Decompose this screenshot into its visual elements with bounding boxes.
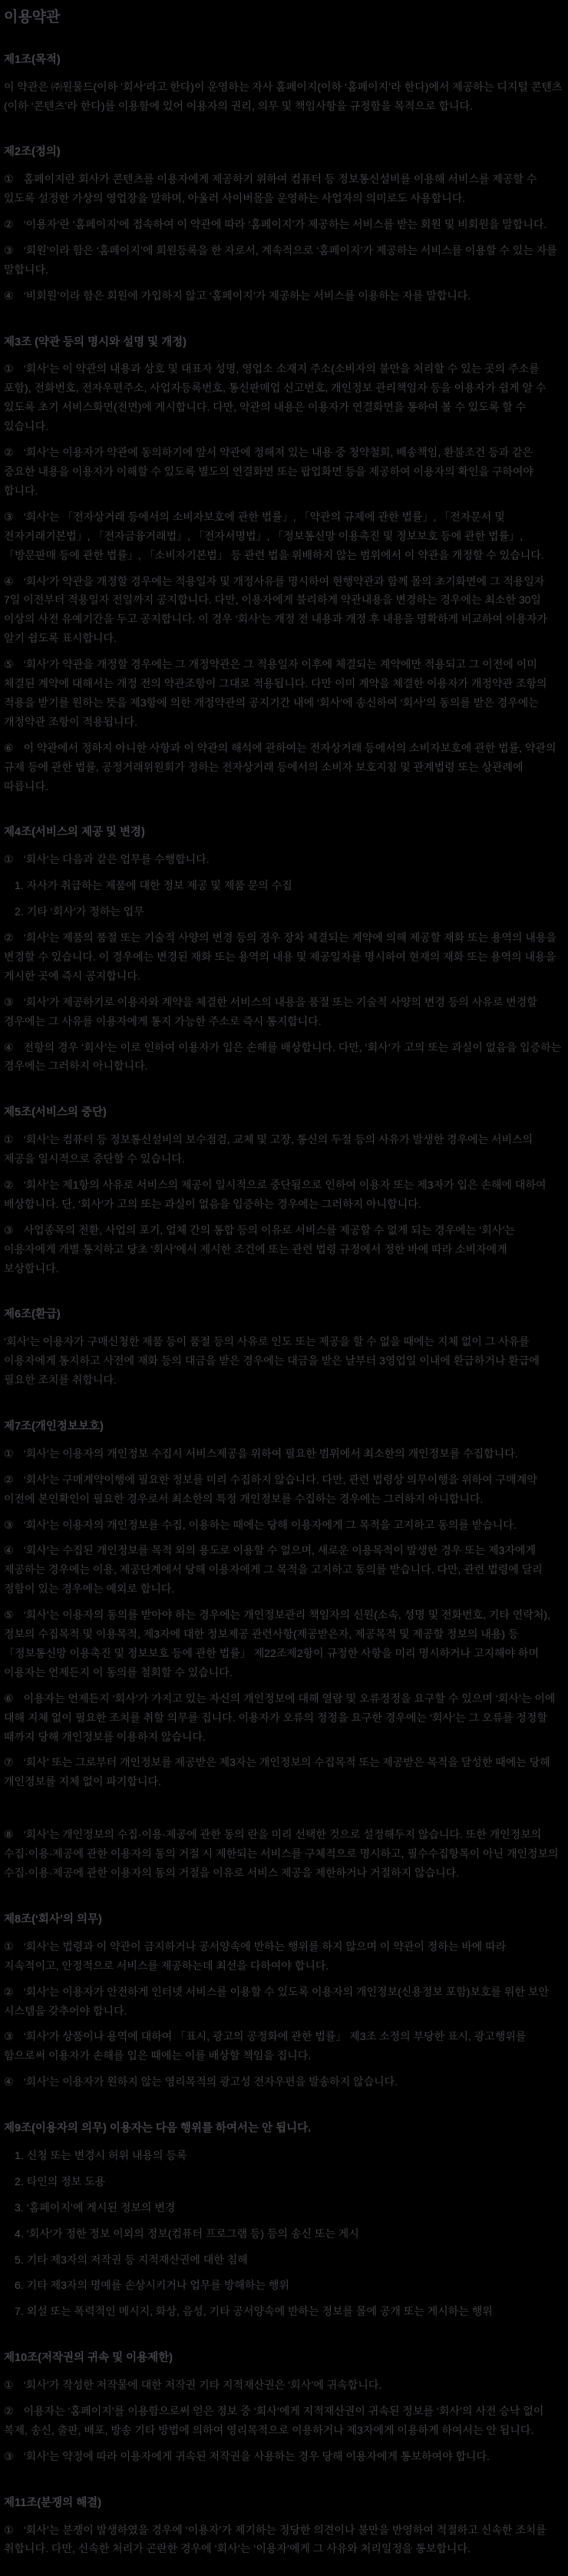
item-text: 기타 제3자의 명예를 손상시키거나 업무를 방해하는 행위: [26, 2279, 289, 2292]
section-heading: [4, 2349, 563, 2369]
item-marker: ③: [4, 2449, 14, 2462]
terms-section: [4, 51, 563, 116]
section-heading: [4, 51, 563, 71]
item-text: 이용자는 언제든지 ‘회사’가 가지고 있는 자신의 개인정보에 대해 열람 및 오류정정을 요구할 수 있으며 ‘회사’는 이에 대해 지체 없이 필요한 조치를 취할 의무를 집니다. 이용자가 오류의 정정을 요구한 경우에는 ‘회사’는 그 오류를 정정할 때까지 당해 개인정보를 이용하지 않습니다.: [4, 1691, 556, 1743]
clause-item: [4, 2521, 563, 2559]
clause-item: [4, 2027, 563, 2065]
list-subitem: [15, 2276, 563, 2295]
section-heading: [4, 143, 563, 163]
item-text: ‘회사’는 이 약관의 내용과 상호 및 대표자 성명, 영업소 소재지 주소(소비자의 불만을 처리할 수 있는 곳의 주소를 포함), 전화번호, 전자우편주소, 사업자등록번호, 통신판매업 신고번호, 개인정보 관리책임자 등을 이용자가 쉽게 알 수 있도록 초기 서비스화면(전면)에 게시합니다. 다만, 약관의 내용은 이용자가 연결화면을 통하여 볼 수 있도록 할 수 있습니다.: [4, 362, 547, 433]
item-marker: ①: [4, 2523, 14, 2536]
clause-item: [4, 1470, 563, 1509]
item-text: ‘회사’는 컴퓨터 등 정보통신설비의 보수점검, 교체 및 고장, 통신의 두절 등의 사유가 발생한 경우에는 서비스의 제공을 일시적으로 중단할 수 있습니다.: [4, 1133, 533, 1166]
section-heading-text: 제8조(‘회사’의 의무): [4, 1913, 102, 1926]
item-marker: ①: [4, 2379, 14, 2392]
clause-item: [4, 2072, 563, 2092]
section-heading-text: 제2조(정의): [4, 146, 61, 159]
item-text: 이 약관에서 정하지 아니한 사항과 이 약관의 해석에 관하여는 전자상거래 등에서의 소비자보호에 관한 법률, 약관의 규제 등에 관한 법률, 공정거래위원회가 정하는 전자상거래 등에서의 소비자 보호지침 및 관계법령 또는 상관례에 따릅니다.: [4, 741, 556, 792]
item-text: 신청 또는 변경시 허위 내용의 등록: [26, 2148, 187, 2161]
item-marker: ⑥: [4, 1691, 14, 1705]
clause-item: [4, 1516, 563, 1535]
item-text: ‘회사’는 이용자의 개인정보를 수집, 이용하는 때에는 당해 이용자에게 그 목적을 고지하고 동의를 받습니다.: [23, 1518, 517, 1531]
clause-item: [4, 572, 563, 649]
item-text: ‘회사’는 개인정보의 수집·이용·제공에 관한 동의 란을 미리 선택한 것으로 설정해두지 않습니다. 또한 개인정보의 수집·이용·제공에 관한 이용자의 동의 거절 시 제한되는 서비스를 구체적으로 명시하고, 필수수집항목이 아닌 개인정보의 수집·이용·제공에 관한 이용자의 동의 거절을 이유로 서비스 제공을 제한하거나 거절하지 않습니다.: [4, 1828, 559, 1880]
section-heading: [4, 2494, 563, 2514]
item-marker: ⑥: [4, 741, 14, 754]
item-text: ‘회사’는 이용자의 개인정보 수집시 서비스제공을 위하여 필요한 범위에서 최소한의 개인정보를 수집합니다.: [23, 1447, 518, 1460]
terms-section: [4, 2349, 563, 2465]
clause-item: [4, 850, 563, 869]
clause-item: [4, 215, 563, 234]
clause-item: [4, 170, 563, 208]
clause-item: [4, 443, 563, 501]
item-text: 타인의 정보 도용: [26, 2174, 106, 2187]
item-marker: ②: [4, 446, 14, 459]
item-text: ‘회사’ 또는 그로부터 개인정보를 제공받은 제3자는 개인정보의 수집목적 또는 제공받은 목적을 달성한 때에는 당해 개인정보를 지체 없이 파기합니다.: [4, 1756, 550, 1788]
clause-item: [4, 655, 563, 732]
item-text: ‘회사’는 이용자가 안전하게 인터넷 서비스를 이용할 수 있도록 이용자의 개인정보(신용정보 포함)보호를 위한 보안 시스템을 갖추어야 합니다.: [4, 1985, 549, 2017]
item-text: 기타 ‘회사’가 정하는 업무: [26, 905, 144, 918]
clause-item: [4, 1541, 563, 1599]
item-text: ‘회사’는 다음과 같은 업무를 수행합니다.: [23, 853, 210, 866]
item-marker: 7.: [15, 2305, 24, 2318]
item-marker: ③: [4, 995, 14, 1008]
item-marker: ④: [4, 1544, 14, 1557]
section-heading-text: 제9조(이용자의 의무): [4, 2122, 107, 2135]
clause-item: [4, 1038, 563, 1076]
terms-section: [4, 1417, 563, 1883]
section-heading-text: 제10조(저작권의 귀속 및 이용제한): [4, 2352, 173, 2365]
item-text: ‘회사’는 분쟁이 발생하였을 경우에 ‘이용자’가 제기하는 정당한 의견이나 불만을 반영하여 적절하고 신속한 조치를 취합니다. 다만, 신속한 처리가 곤란한 경우에 ‘회사’는 ‘이용자’에게 그 사유와 처리일정을 통보합니다.: [4, 2523, 547, 2555]
clause-item: [4, 739, 563, 796]
section-heading-text: 제11조(분쟁의 해결): [4, 2496, 102, 2509]
section-heading: [4, 823, 563, 843]
section-heading-text: 제6조(환급): [4, 1308, 61, 1321]
item-text: ‘회사’는 이용자가 구매신청한 제품 등이 품절 등의 사유로 인도 또는 제공을 할 수 없을 때에는 지체 없이 그 사유를 이용자에게 통지하고 사전에 재화 등의 대금을 받은 경우에는 대금을 받은 날부터 3영업일 이내에 환급하거나 환급에 필요한 조치를 취합니다.: [4, 1335, 540, 1387]
item-marker: ③: [4, 2030, 14, 2043]
item-text: 자사가 취급하는 제품에 대한 정보 제공 및 제품 문의 수집: [26, 879, 292, 892]
item-marker: ①: [4, 173, 14, 186]
item-text: ‘회사’는 제품의 품절 또는 기술적 사양의 변경 등의 경우 장차 체결되는 계약에 의해 제공할 재화 또는 용역의 내용을 변경할 수 있습니다. 이 경우에는 변경된 재화 또는 용역의 내용 및 제공일자를 명시하여 현재의 재화 또는 용역의 내용을 게시한 곳에 즉시 공지합니다.: [4, 931, 557, 982]
clause-item: [4, 1825, 563, 1883]
item-marker: 3.: [15, 2201, 24, 2214]
clause-item: [4, 1176, 563, 1214]
item-marker: ⑤: [4, 658, 14, 671]
item-marker: ①: [4, 1133, 14, 1146]
clause-item: [4, 2447, 563, 2466]
item-marker: ③: [4, 243, 14, 256]
item-marker: 1.: [15, 2148, 24, 2161]
item-text: ‘회사’는 이용자가 약관에 동의하기에 앞서 약관에 정해져 있는 내용 중 청약철회, 배송책임, 환불조건 등과 같은 중요한 내용을 이용자가 이해할 수 있도록 별도의 연결화면 또는 팝업화면 등을 제공하여 이용자의 확인을 구하여야 합니다.: [4, 446, 534, 497]
item-text: ‘회사’는 이용자의 동의를 받아야 하는 경우에는 개인정보관리 책임자의 신원(소속, 성명 및 전화번호, 기타 연락처), 정보의 수집목적 및 이용목적, 제3자에 대한 정보제공 관련사항(제공받은자, 제공목적 및 제공할 정보의 내용) 등 「정보통신망 이용촉진 및 정보보호 등에 관한 법률」 제22조제2항이 규정한 사항을 미리 명시하거나 고지해야 하며 이용자는 언제든지 이 동의를 철회할 수 있습니다.: [4, 1609, 550, 1678]
clause-item: [4, 1937, 563, 1976]
clause-item: [4, 993, 563, 1031]
section-heading-text: 제4조(서비스의 제공 및 변경): [4, 826, 145, 839]
item-marker: ④: [4, 2075, 14, 2088]
item-marker: 4.: [15, 2227, 24, 2240]
section-heading: [4, 333, 563, 353]
terms-section: [4, 1103, 563, 1278]
clause-item: [4, 286, 563, 306]
item-marker: 6.: [15, 2279, 24, 2292]
clause-item: [4, 1130, 563, 1169]
list-subitem: [15, 2302, 563, 2321]
section-heading: [4, 1305, 563, 1325]
item-text: ‘회사’는 제1항의 사유로 서비스의 제공이 일시적으로 중단됨으로 인하여 이용자 또는 제3자가 입은 손해에 대하여 배상합니다. 단, ‘회사’가 고의 또는 과실이 없음을 입증하는 경우에는 그러하지 아니합니다.: [4, 1178, 547, 1210]
item-marker: 5.: [15, 2253, 24, 2266]
item-marker: ③: [4, 1223, 14, 1236]
item-marker: ⑦: [4, 1756, 14, 1769]
clause-item: [4, 928, 563, 986]
clause-item: [4, 2402, 563, 2440]
clause-item: [4, 1753, 563, 1791]
list-subitem: [15, 2224, 563, 2244]
clause-item: [4, 241, 563, 279]
item-marker: ②: [4, 1178, 14, 1191]
item-marker: ⑧: [4, 1828, 14, 1841]
item-marker: ③: [4, 510, 14, 523]
clause-item: [4, 1605, 563, 1682]
item-marker: ③: [4, 1518, 14, 1531]
clause-item: [4, 1982, 563, 2021]
item-marker: ⑤: [4, 1609, 14, 1622]
item-marker: ②: [4, 218, 14, 231]
sections-container: [4, 51, 563, 2559]
paragraph: [4, 78, 563, 116]
item-marker: ①: [4, 853, 14, 866]
item-text: ‘회원’이라 함은 ‘홈페이지’에 회원등록을 한 자로서, 계속적으로 ‘홈페이지’가 제공하는 서비스를 이용할 수 있는 자를 말합니다.: [4, 243, 557, 276]
item-marker: ①: [4, 1939, 14, 1953]
section-heading: [4, 1103, 563, 1123]
terms-section: [4, 143, 563, 305]
item-marker: 2.: [15, 2174, 24, 2187]
list-subitem: [15, 876, 563, 895]
clause-item: [4, 1689, 563, 1747]
item-text: 기타 제3자의 저작권 등 지적재산권에 대한 침해: [26, 2253, 248, 2266]
clause-item: [4, 1221, 563, 1278]
item-marker: ①: [4, 362, 14, 375]
section-heading: [4, 2119, 563, 2139]
section-heading-text: 제1조(목적): [4, 53, 61, 66]
item-text: ‘비회원’이라 함은 회원에 가입하지 않고 ‘홈페이지’가 제공하는 서비스를 이용하는 자를 말합니다.: [23, 289, 471, 302]
terms-section: [4, 2494, 563, 2559]
item-marker: ②: [4, 2405, 14, 2417]
section-heading-text: 제3조 (약관 등의 명시와 설명 및 개정): [4, 336, 187, 349]
item-marker: ④: [4, 1040, 14, 1053]
item-text: ‘회사’는 「전자상거래 등에서의 소비자보호에 관한 법률」, 「약관의 규제에 관한 법률」, 「전자문서 및 전자거래기본법」, 「전자금융거래법」, 「전자서명법」, 「정보통신망 이용촉진 및 정보보호 등에 관한 법률」, 「방문판매 등에 관한 법률」, 「소비자기본법」 등 관련 법을 위배하지 않는 범위에서 이 약관을 개정할 수 있습니다.: [4, 510, 544, 561]
item-text: ‘회사’가 제공하기로 이용자와 계약을 체결한 서비스의 내용을 품절 또는 기술적 사양의 변경 등의 사유로 변경할 경우에는 그 사유를 이용자에게 통지 가능한 주소로 즉시 통지합니다.: [4, 995, 537, 1027]
clause-item: [4, 359, 563, 436]
terms-section: [4, 333, 563, 796]
list-subitem: [15, 2172, 563, 2191]
item-text: ‘회사’가 약관을 개정할 경우에는 그 개정약관은 그 적용일자 이후에 체결되는 계약에만 적용되고 그 이전에 이미 체결된 계약에 대해서는 개정 전의 약관조항이 그대로 적용됩니다. 다만 이미 계약을 체결한 이용자가 개정약관 조항의 적용을 받기를 원하는 뜻을 제3항에 의한 개정약관의 공지기간 내에 ‘회사’에 송신하여 ‘회사’의 동의를 받은 경우에는 개정약관 조항이 적용됩니다.: [4, 658, 547, 728]
list-subitem: [15, 902, 563, 921]
item-marker: ④: [4, 574, 14, 587]
item-text: 사업종목의 전환, 사업의 포기, 업체 간의 통합 등의 이유로 서비스를 제공할 수 없게 되는 경우에는 ‘회사’는 이용자에게 개별 통지하고 당초 ‘회사’에서 제시한 조건에 또는 관련 법령 규정에서 정한 바에 따라 소비자에게 보상합니다.: [4, 1223, 515, 1275]
item-text: ‘회사’는 법령과 이 약관이 금지하거나 공서양속에 반하는 행위를 하지 않으며 이 약관이 정하는 바에 따라 지속적이고, 안정적으로 서비스를 제공하는데 최선을 다하여야 합니다.: [4, 1939, 507, 1972]
item-marker: ②: [4, 1473, 14, 1486]
item-text: ‘이용자’란 ‘홈페이지’에 접속하여 이 약관에 따라 ‘홈페이지’가 제공하는 서비스를 받는 회원 및 비회원을 말합니다.: [23, 218, 547, 231]
clause-item: [4, 1444, 563, 1463]
terms-section: [4, 823, 563, 1076]
item-text: 홈페이지란 회사가 콘텐츠를 이용자에게 제공하기 위하여 컴퓨터 등 정보통신설비를 이용해 서비스를 제공할 수 있도록 설정한 가상의 영업장을 말하며, 아울러 사이버몰을 운영하는 사업자의 의미로도 사용합니다.: [4, 173, 537, 205]
section-heading-text: 제5조(서비스의 중단): [4, 1106, 107, 1119]
item-text: ‘회사’가 약관을 개정할 경우에는 적용일자 및 개정사유를 명시하여 현행약관과 함께 몰의 초기화면에 그 적용일자 7일 이전부터 적용일자 전일까지 공지합니다. 다만, 이용자에게 불리하게 약관내용을 변경하는 경우에는 최소한 30일 이상의 사전 유예기간을 두고 공지합니다. 이 경우 ‘회사’는 개정 전 내용과 개정 후 내용을 명확하게 비교하여 이용자가 알기 쉽도록 표시합니다.: [4, 574, 547, 645]
item-text: ‘홈페이지’에 게시된 정보의 변경: [26, 2201, 176, 2214]
section-heading-text: 제7조(개인정보보호): [4, 1420, 104, 1433]
list-subitem: [15, 2146, 563, 2165]
paragraph: [4, 1332, 563, 1390]
section-heading-suffix: 이용자는 다음 행위를 하여서는 안 됩니다.: [106, 2122, 312, 2135]
item-marker: ①: [4, 1447, 14, 1460]
item-marker: 2.: [15, 905, 24, 918]
item-marker: ②: [4, 1985, 14, 1998]
terms-section: [4, 1305, 563, 1390]
terms-section: [4, 1910, 563, 2092]
item-text: 외설 또는 폭력적인 메시지, 화상, 음성, 기타 공서양속에 반하는 정보를 몰에 공개 또는 게시하는 행위: [26, 2305, 493, 2318]
clause-item: [4, 2376, 563, 2395]
section-heading: [4, 1417, 563, 1437]
clause-item: [4, 508, 563, 565]
item-text: ‘회사’는 수집된 개인정보를 목적 외의 용도로 이용할 수 없으며, 새로운 이용목적이 발생한 경우 또는 제3자에게 제공하는 경우에는 이용, 제공단계에서 당해 이용자에게 그 목적을 고지하고 동의를 받습니다. 다만, 관련 법령에 달리 정함이 있는 경우에는 예외로 합니다.: [4, 1544, 543, 1596]
item-text: ‘회사’가 작성한 저작물에 대한 저작권 기타 지적재산권은 ‘회사’에 귀속합니다.: [23, 2379, 382, 2392]
item-text: ‘회사’가 상품이나 용역에 대하여 「표시, 광고의 공정화에 관한 법률」 제3조 소정의 부당한 표시, 광고행위를 함으로써 이용자가 손해를 입은 때에는 이를 배상할 책임을 집니다.: [4, 2030, 527, 2062]
item-text: ‘회사’가 정한 정보 이외의 정보(컴퓨터 프로그램 등) 등의 송신 또는 게시: [26, 2227, 359, 2240]
item-marker: ④: [4, 289, 14, 302]
page-title: 이용약관: [4, 9, 61, 25]
list-subitem: [15, 2198, 563, 2217]
terms-section: [4, 2119, 563, 2321]
item-text: 이 약관은 ㈜원물드(이하 ‘회사’라고 한다)이 운영하는 자사 홈페이지(이하 ‘홈페이지’라 한다)에서 제공하는 디지털 콘텐츠(이하 ‘콘텐츠’라 한다)를 이용함에 있어 이용자의 권리, 의무 및 책임사항을 규정함을 목적으로 합니다.: [4, 80, 563, 112]
item-text: ‘회사’는 이용자가 원하지 않는 영리목적의 광고성 전자우편을 발송하지 않습니다.: [23, 2075, 398, 2088]
item-text: ‘회사’는 구매계약이행에 필요한 정보를 미리 수집하지 않습니다. 다만, 관련 법령상 의무이행을 위하여 구매계약 이전에 본인확인이 필요한 경우로서 최소한의 특정 개인정보를 수집하는 경우에는 그러하지 아니합니다.: [4, 1473, 537, 1505]
item-text: 전항의 경우 ‘회사’는 이로 인하여 이용자가 입은 손해를 배상합니다. 다만, ‘회사’가 고의 또는 과실이 없음을 입증하는 경우에는 그러하지 아니합니다.: [4, 1040, 562, 1073]
item-marker: 1.: [15, 879, 24, 892]
item-text: ‘회사’는 약정에 따라 이용자에게 귀속된 저작권을 사용하는 경우 당해 이용자에게 통보하여야 합니다.: [23, 2449, 490, 2462]
item-text: 이용자는 ‘홈페이지’를 이용함으로써 얻은 정보 중 ‘회사’에게 지적재산권이 귀속된 정보를 ‘회사’의 사전 승낙 없이 복제, 송신, 출판, 배포, 방송 기타 방법에 의하여 영리목적으로 이용하거나 제3자에게 이용하게 하여서는 안 됩니다.: [4, 2405, 544, 2436]
section-heading: [4, 1910, 563, 1930]
list-subitem: [15, 2250, 563, 2270]
item-marker: ②: [4, 931, 14, 944]
